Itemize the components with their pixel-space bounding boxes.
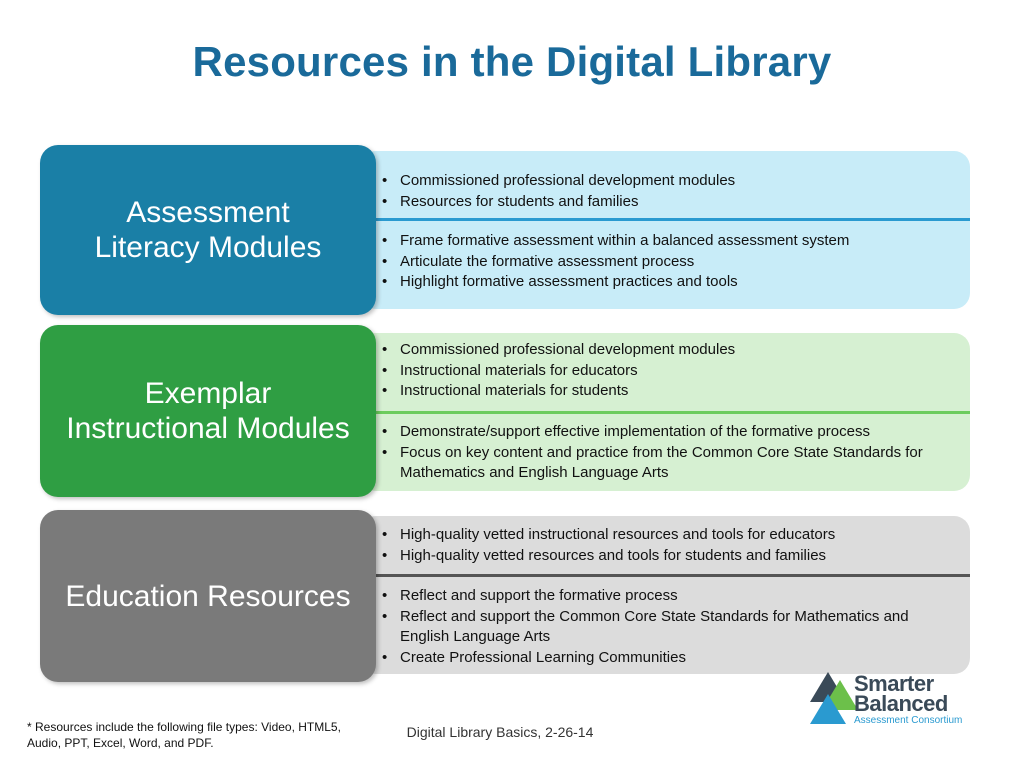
- bullet-item: • Highlight formative assessment practices and tools: [378, 272, 956, 293]
- assessment-group-resources: [378, 171, 956, 212]
- education-resources-label-box: [40, 510, 376, 682]
- education-divider: [360, 574, 970, 577]
- logo-word-smarter: Smarter: [854, 671, 934, 696]
- assessment-divider: [360, 218, 970, 221]
- education-resources-label: Education Resources: [65, 579, 351, 613]
- page-title: Resources in the Digital Library: [192, 38, 832, 85]
- smarter-balanced-logo: [808, 668, 988, 728]
- bullet-item: • Focus on key content and practice from the Common Core State Standards for Mathematics and English Language Arts: [378, 443, 956, 484]
- footer-date: Digital Library Basics, 2-26-14: [406, 724, 594, 740]
- bullet-item: • Articulate the formative assessment process: [378, 252, 956, 273]
- bullet-item: • Demonstrate/support effective implementation of the formative process: [378, 422, 956, 443]
- exemplar-instructional-label-box: [40, 325, 376, 497]
- bullet-item: • Commissioned professional development modules: [378, 171, 956, 192]
- bullet-item: • High-quality vetted resources and tools for students and families: [378, 546, 956, 567]
- assessment-literacy-label-box: [40, 145, 376, 315]
- section-education-resources: [40, 510, 970, 682]
- assessment-group-goals: [378, 231, 956, 293]
- exemplar-group-resources: [378, 340, 956, 402]
- bullet-item: • Instructional materials for students: [378, 381, 956, 402]
- bullet-item: • Reflect and support the Common Core State Standards for Mathematics and English Language Arts: [378, 607, 956, 648]
- bullet-item: • Instructional materials for educators: [378, 361, 956, 382]
- exemplar-instructional-label: Exemplar Instructional Modules: [66, 377, 350, 445]
- education-group-resources: [378, 525, 956, 566]
- bullet-item: • Reflect and support the formative process: [378, 586, 956, 607]
- exemplar-divider: [360, 411, 970, 414]
- bullet-item: • High-quality vetted instructional resources and tools for educators: [378, 525, 956, 546]
- bullet-item: • Frame formative assessment within a balanced assessment system: [378, 231, 956, 252]
- section-assessment-literacy: [40, 145, 970, 315]
- bullet-item: • Resources for students and families: [378, 192, 956, 213]
- exemplar-group-goals: [378, 422, 956, 484]
- bullet-item: • Commissioned professional development modules: [378, 340, 956, 361]
- bullet-item: • Create Professional Learning Communities: [378, 648, 956, 669]
- section-exemplar-instructional: [40, 325, 970, 497]
- logo-word-balanced: Balanced: [854, 691, 948, 716]
- triangle-logo-icon: [808, 668, 860, 726]
- education-group-goals: [378, 586, 956, 668]
- file-types-footnote: * Resources include the following file types: Video, HTML5, Audio, PPT, Excel, Word, and PDF.: [27, 720, 341, 750]
- assessment-literacy-label: Assessment Literacy Modules: [94, 196, 322, 264]
- logo-subtitle: Assessment Consortium: [854, 715, 963, 726]
